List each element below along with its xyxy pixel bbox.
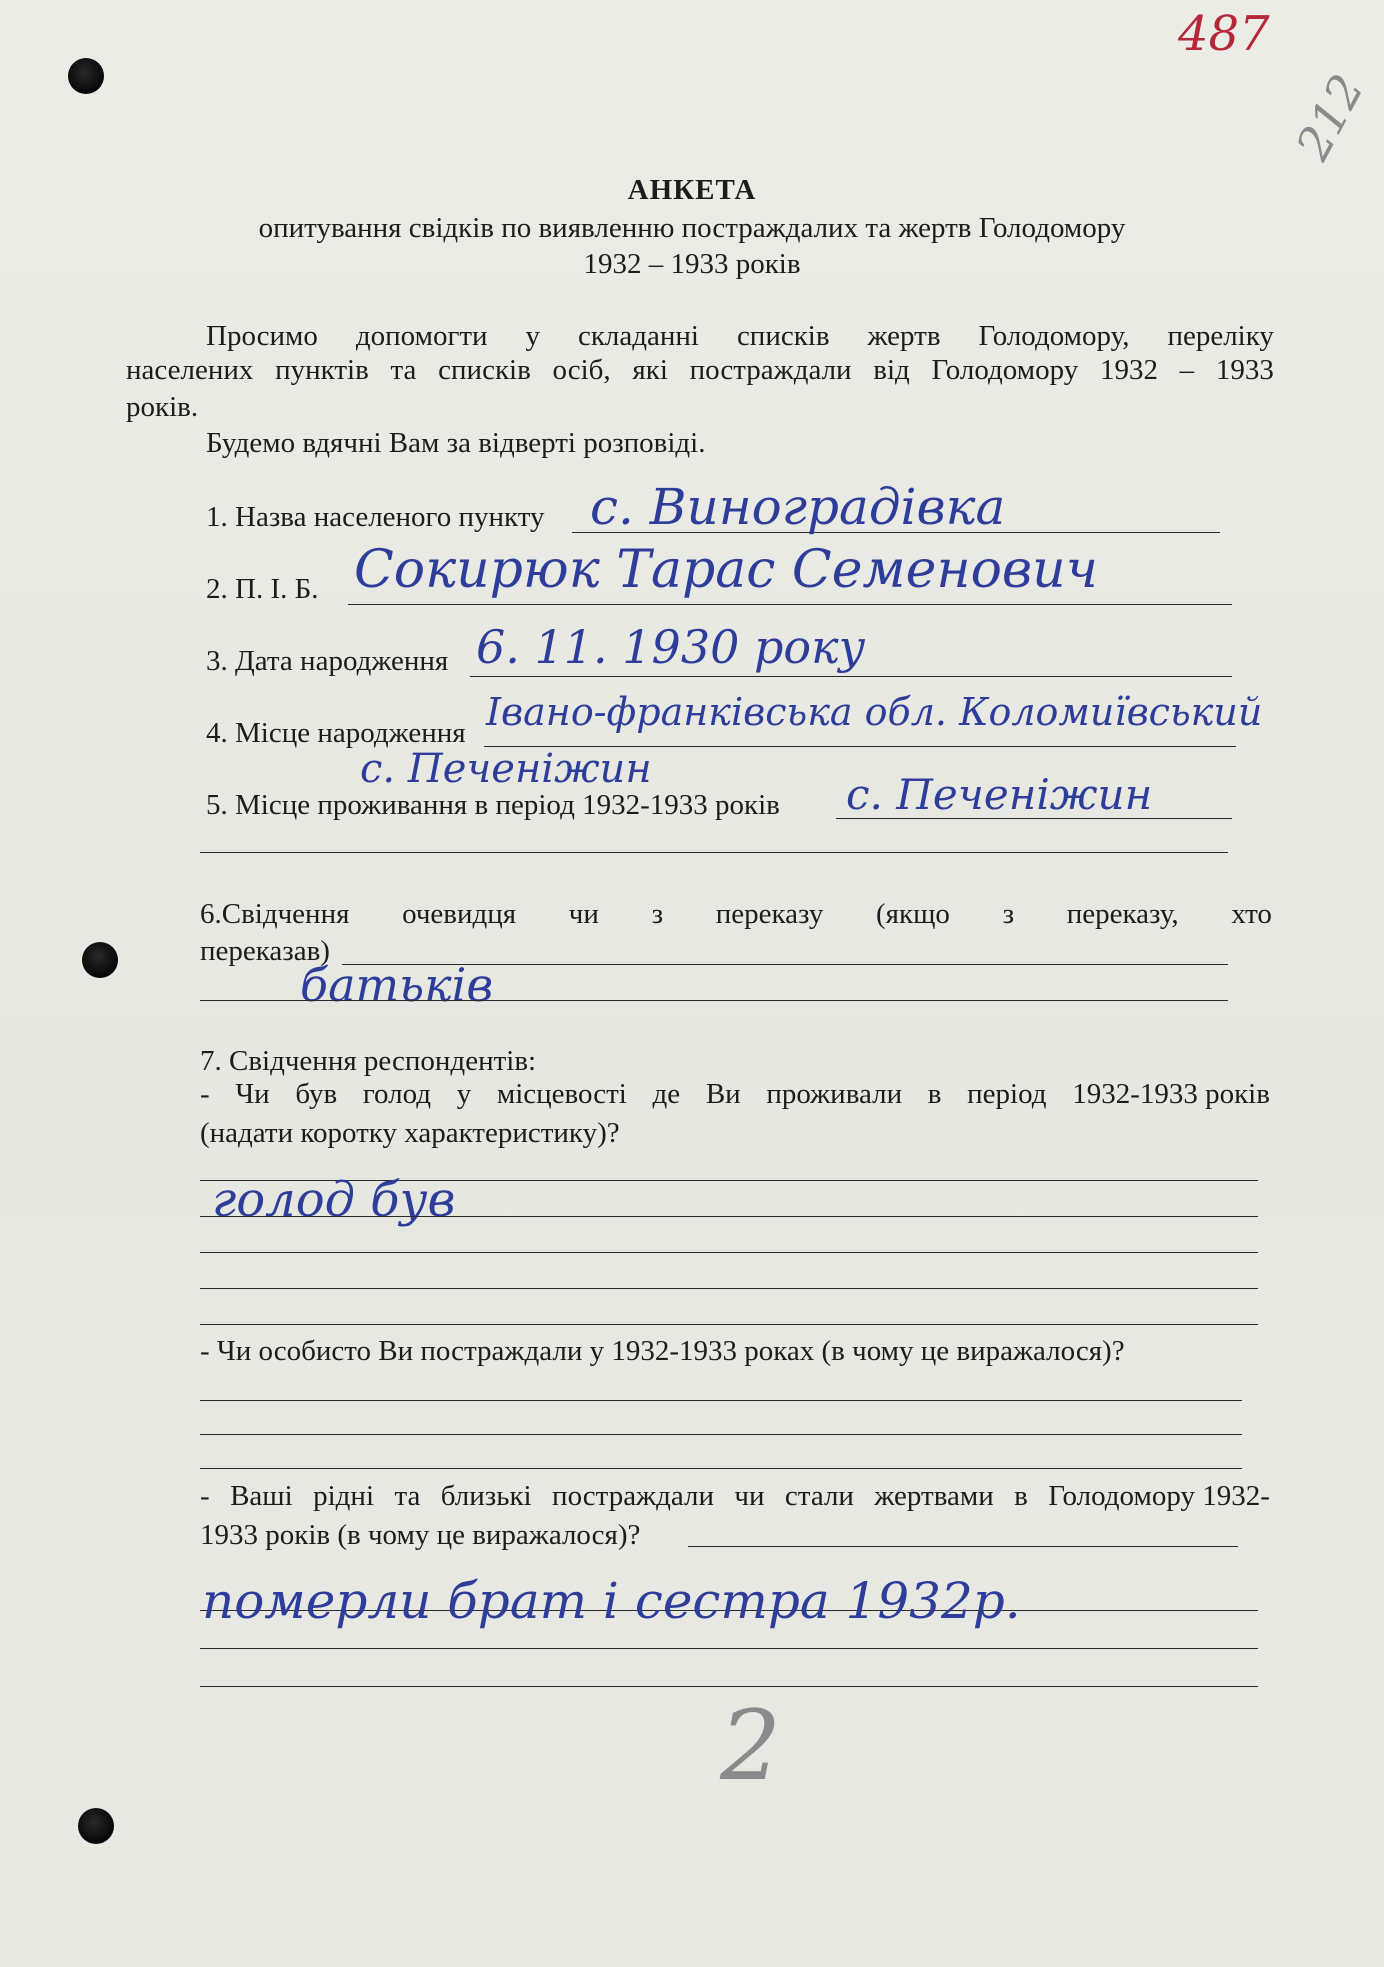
q3-label: 3. Дата народження xyxy=(206,645,449,677)
q6-label: 6.Свідчення очевидця чи з переказу (якщо з переказу, хто xyxy=(200,898,1272,930)
form-years: 1932 – 1933 років xyxy=(583,248,801,280)
punch-hole-bottom xyxy=(78,1808,114,1844)
q7c-line-2 xyxy=(200,1648,1258,1649)
q4-label: 4. Місце народження xyxy=(206,717,466,749)
q7c-question-line-1: - Ваші рідні та близькі постраждали чи стали жертвами в Голодомору 1932- xyxy=(200,1480,1270,1512)
q4-answer: Івано-франківська обл. Коломиївський xyxy=(486,690,1263,734)
archive-number-pencil: 212 xyxy=(1285,65,1375,169)
q7a-line-5 xyxy=(200,1324,1258,1325)
punch-hole-top xyxy=(68,58,104,94)
q2-answer: Сокирюк Тарас Семенович xyxy=(354,540,1099,600)
form-subtitle: опитування свідків по виявленню постраждалих та жертв Голодомору xyxy=(258,212,1126,244)
intro-line-3: років. xyxy=(126,391,199,423)
punch-hole-middle xyxy=(82,942,118,978)
q7-heading: 7. Свідчення респондентів: xyxy=(200,1045,537,1077)
q1-label: 1. Назва населеного пункту xyxy=(206,501,545,533)
archive-number-red: 487 xyxy=(1178,6,1270,62)
q6-line-2 xyxy=(200,1000,1228,1001)
q5-line-2 xyxy=(200,852,1228,853)
q7b-question: - Чи особисто Ви постраждали у 1932-1933 роках (в чому це виражалося)? xyxy=(200,1335,1125,1367)
q7b-line-3 xyxy=(200,1468,1242,1469)
intro-line-1: Просимо допомогти у складанні списків жертв Голодомору, переліку xyxy=(206,320,1274,352)
page-number-pencil: 2 xyxy=(720,1690,782,1802)
q6-label-continued: переказав) xyxy=(200,935,330,967)
q5-answer: с. Печеніжин xyxy=(846,770,1153,819)
q7a-line-2 xyxy=(200,1216,1258,1217)
form-title: АНКЕТА xyxy=(627,174,757,206)
q7c-line-3 xyxy=(200,1686,1258,1687)
q3-line xyxy=(470,676,1232,677)
q7c-question-line-2: 1933 років (в чому це виражалося)? xyxy=(200,1519,641,1551)
q5-label: 5. Місце проживання в період 1932-1933 років xyxy=(206,789,780,821)
q7a-question-line-2: (надати коротку характеристику)? xyxy=(200,1117,620,1149)
q7a-line-3 xyxy=(200,1252,1258,1253)
q2-label: 2. П. І. Б. xyxy=(206,573,319,605)
q4-answer-continued: с. Печеніжин xyxy=(360,746,652,792)
q2-line xyxy=(348,604,1232,605)
q7c-answer: померли брат і сестра 1932р. xyxy=(202,1572,1021,1630)
intro-thanks: Будемо вдячні Вам за відверті розповіді. xyxy=(206,427,706,459)
q3-answer: 6. 11. 1930 року xyxy=(476,620,866,674)
q1-answer: с. Виноградівка xyxy=(590,478,1006,536)
q7c-line-0 xyxy=(688,1546,1238,1547)
intro-line-2: населених пунктів та списків осіб, які постраждали від Голодомору 1932 – 1933 xyxy=(126,354,1274,386)
q6-answer: батьків xyxy=(300,958,494,1012)
q7a-question-line-1: - Чи був голод у місцевості де Ви проживали в період 1932-1933 років xyxy=(200,1078,1270,1110)
q7b-line-1 xyxy=(200,1400,1242,1401)
q7a-answer: голод був xyxy=(212,1172,456,1228)
q7a-line-4 xyxy=(200,1288,1258,1289)
q7b-line-2 xyxy=(200,1434,1242,1435)
